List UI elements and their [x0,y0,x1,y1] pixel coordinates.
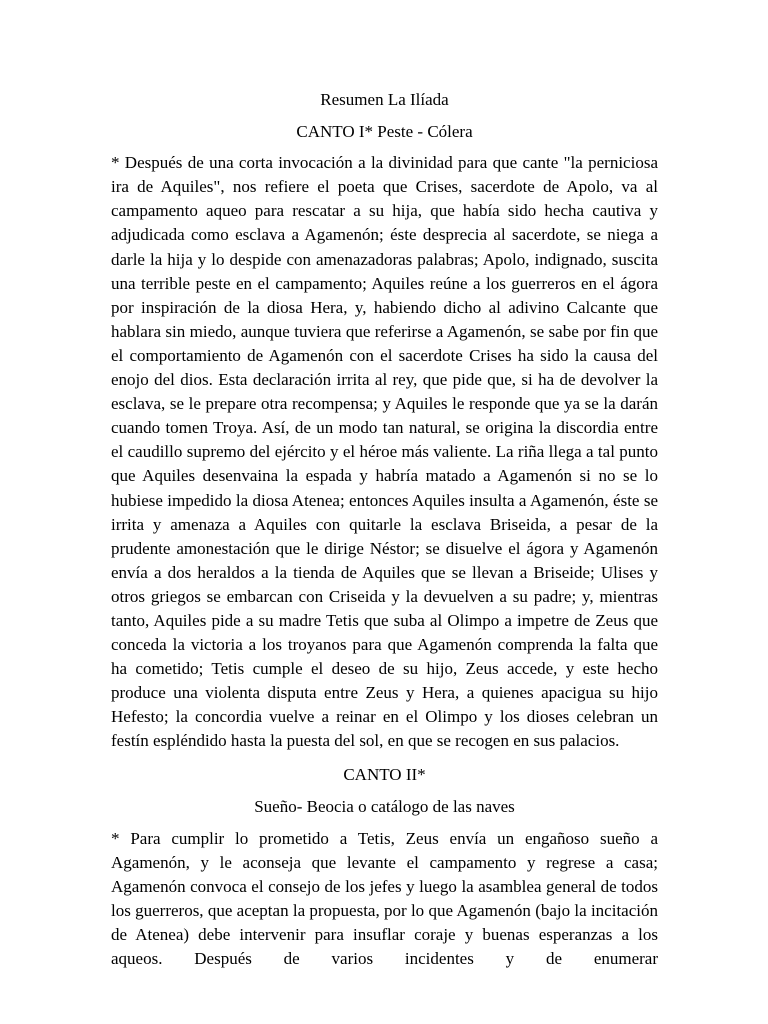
document-page [111,82,658,971]
document-title: Resumen La Ilíada [320,90,449,109]
canto-2-heading: CANTO II* [343,764,426,784]
canto-2-subheading: Sueño- Beocia o catálogo de las naves [254,796,515,816]
canto-1-paragraph: * Después de una corta invocación a la divinidad para que cante "la perniciosa ira de Aquiles", nos refiere el poeta que Crises, sacerdote de Apolo, va al campamento aqueo para rescatar a su hija, que había sido hecha cautiva y adjudicada como esclava a Agamenón; éste desprecia al sacerdote, se niega a darle la hija y lo despide con amenazadoras palabras; Apolo, indignado, suscita una terrible peste en el campamento; Aquiles reúne a los guerreros en el ágora por inspiración de la diosa Hera, y, habiendo dicho al adivino Calcante que hablara sin miedo, aunque tuviera que referirse a Agamenón, se sabe por fin que el comportamiento de Agamenón con el sacerdote Crises ha sido la causa del enojo del dios. Esta declaración irrita al rey, que pide que, si ha de devolver la esclava, se le prepare otra recompensa; y Aquiles le responde que ya se la darán cuando tomen Troya. Así, de un modo tan natural, se origina la discordia entre el caudillo supremo del ejército y el héroe más valiente. La riña llega a tal punto que Aquiles desenvaina la espada y habría matado a Agamenón si no se lo hubiese impedido la diosa Atenea; entonces Aquiles insulta a Agamenón, éste se irrita y amenaza a Aquiles con quitarle la esclava Briseida, a pesar de la prudente amonestación que le dirige Néstor; se disuelve el ágora y Agamenón envía a dos heraldos a la tienda de Aquiles que se llevan a Briseide; Ulises y otros griegos se embarcan con Criseida y la devuelven a su padre; y, mientras tanto, Aquiles pide a su madre Tetis que suba al Olimpo a impetre de Zeus que conceda la victoria a los troyanos para que Agamenón comprenda la falta que ha cometido; Tetis cumple el deseo de su hijo, Zeus accede, y este hecho produce una violenta disputa entre Zeus y Hera, a quienes apacigua su hijo Hefesto; la concordia vuelve a reinar en el Olimpo y los dioses celebran un festín espléndido hasta la puesta del sol, en que se recogen en sus palacios. [111,153,658,751]
canto-1-heading: CANTO I* Peste - Cólera [296,122,473,142]
canto-2-paragraph: * Para cumplir lo prometido a Tetis, Zeus envía un engañoso sueño a Agamenón, y le aconseja que levante el campamento y regrese a casa; Agamenón convoca el consejo de los jefes y luego la asamblea general de todos los guerreros, que aceptan la propuesta, por lo que Agamenón (bajo la incitación de Atenea) debe intervenir para insuflar coraje y buenas esperanzas a los aqueos. Después de varios incidentes y de enumerar [111,828,658,969]
